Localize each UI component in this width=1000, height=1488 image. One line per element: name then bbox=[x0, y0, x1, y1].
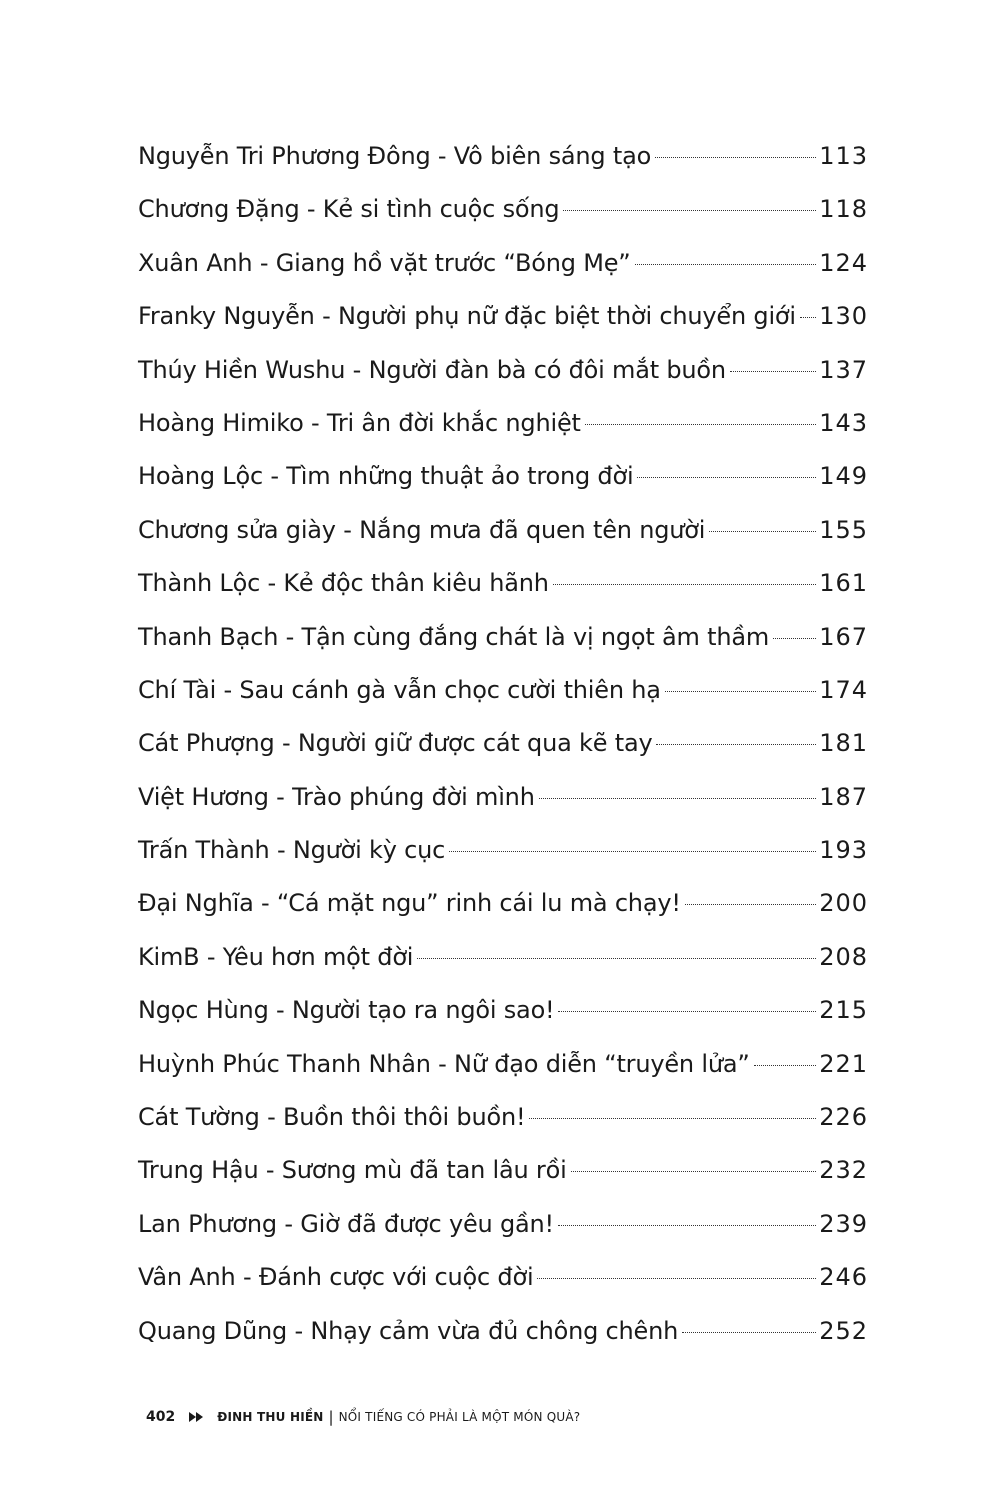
toc-entry bbox=[138, 1044, 868, 1097]
toc-entry-page-number: 221 bbox=[819, 1049, 868, 1078]
toc-entry-page-number: 130 bbox=[819, 302, 868, 331]
toc-entry bbox=[138, 189, 868, 242]
toc-entry-title: Nguyễn Tri Phương Đông - Vô biên sáng tạo bbox=[138, 142, 652, 170]
toc-dot-leader bbox=[656, 744, 816, 745]
toc-entry-page-number: 155 bbox=[819, 515, 868, 544]
toc-entry bbox=[138, 456, 868, 509]
toc-entry bbox=[138, 883, 868, 936]
toc-entry-title: Quang Dũng - Nhạy cảm vừa đủ chông chênh bbox=[138, 1316, 679, 1345]
toc-entry bbox=[138, 937, 868, 990]
toc-entry-page-number: 149 bbox=[819, 462, 868, 491]
toc-entry-page-number: 181 bbox=[819, 729, 868, 758]
toc-dot-leader bbox=[682, 1332, 816, 1333]
toc-entry-title: Thúy Hiền Wushu - Người đàn bà có đôi mắt buồn bbox=[138, 355, 726, 384]
toc-entry-page-number: 137 bbox=[819, 355, 868, 384]
footer-author: ĐINH THU HIỀN bbox=[217, 1410, 324, 1424]
toc-entry-page-number: 232 bbox=[819, 1156, 868, 1185]
toc-entry bbox=[138, 1204, 868, 1257]
toc-entry-page-number: 187 bbox=[819, 782, 868, 811]
toc-entry bbox=[138, 296, 868, 349]
toc-entry bbox=[138, 350, 868, 403]
toc-entry-page-number: 113 bbox=[819, 142, 868, 170]
toc-entry-page-number: 215 bbox=[819, 996, 868, 1025]
toc-dot-leader bbox=[585, 424, 816, 425]
toc-entry bbox=[138, 563, 868, 616]
footer-page-number: 402 bbox=[146, 1409, 176, 1425]
toc-entry bbox=[138, 403, 868, 456]
toc-entry bbox=[138, 1311, 868, 1364]
toc-dot-leader bbox=[773, 638, 816, 639]
toc-dot-leader bbox=[537, 1278, 816, 1279]
toc-entry-title: Vân Anh - Đánh cược với cuộc đời bbox=[138, 1263, 534, 1292]
toc-entry-page-number: 174 bbox=[819, 675, 868, 704]
toc-entry-page-number: 226 bbox=[819, 1103, 868, 1132]
toc-dot-leader bbox=[558, 1225, 816, 1226]
toc-entry bbox=[138, 136, 868, 189]
footer-separator: | bbox=[328, 1408, 334, 1426]
toc-entry bbox=[138, 777, 868, 830]
toc-dot-leader bbox=[558, 1011, 816, 1012]
table-of-contents bbox=[138, 136, 868, 1364]
toc-entry-page-number: 167 bbox=[819, 622, 868, 651]
toc-entry-title: Cát Tường - Buồn thôi thôi buồn! bbox=[138, 1103, 526, 1132]
footer-book-title: NỔI TIẾNG CÓ PHẢI LÀ MỘT MÓN QUÀ? bbox=[338, 1410, 581, 1424]
toc-entry-title: Franky Nguyễn - Người phụ nữ đặc biệt thời chuyển giới bbox=[138, 302, 796, 331]
toc-dot-leader bbox=[571, 1171, 817, 1172]
toc-entry-title: Hoàng Himiko - Tri ân đời khắc nghiệt bbox=[138, 408, 581, 437]
toc-dot-leader bbox=[665, 691, 816, 692]
double-arrow-icon bbox=[189, 1412, 203, 1422]
toc-dot-leader bbox=[635, 264, 817, 265]
toc-entry bbox=[138, 1150, 868, 1203]
toc-dot-leader bbox=[754, 1065, 817, 1066]
toc-entry-title: Trung Hậu - Sương mù đã tan lâu rồi bbox=[138, 1156, 567, 1185]
toc-entry-title: Cát Phượng - Người giữ được cát qua kẽ tay bbox=[138, 729, 653, 758]
toc-entry-title: Chí Tài - Sau cánh gà vẫn chọc cười thiên hạ bbox=[138, 675, 661, 704]
toc-dot-leader bbox=[730, 371, 816, 372]
toc-entry-title: Hoàng Lộc - Tìm những thuật ảo trong đời bbox=[138, 462, 634, 491]
toc-entry bbox=[138, 670, 868, 723]
toc-entry-title: Huỳnh Phúc Thanh Nhân - Nữ đạo diễn “truyền lửa” bbox=[138, 1049, 750, 1078]
toc-entry-page-number: 193 bbox=[819, 836, 868, 865]
toc-entry-title: Ngọc Hùng - Người tạo ra ngôi sao! bbox=[138, 996, 555, 1025]
toc-entry-page-number: 118 bbox=[819, 195, 868, 224]
toc-dot-leader bbox=[637, 477, 816, 478]
toc-dot-leader bbox=[449, 851, 816, 852]
toc-dot-leader bbox=[563, 210, 816, 211]
toc-entry-title: Thanh Bạch - Tận cùng đắng chát là vị ngọt âm thầm bbox=[138, 622, 770, 651]
toc-dot-leader bbox=[685, 904, 816, 905]
toc-entry bbox=[138, 1257, 868, 1310]
toc-entry-title: Chương Đặng - Kẻ si tình cuộc sống bbox=[138, 195, 560, 224]
toc-entry bbox=[138, 723, 868, 776]
toc-entry-title: Trấn Thành - Người kỳ cục bbox=[138, 836, 446, 865]
toc-entry-page-number: 239 bbox=[819, 1209, 868, 1238]
toc-dot-leader bbox=[539, 798, 816, 799]
toc-entry-page-number: 246 bbox=[819, 1263, 868, 1292]
toc-dot-leader bbox=[529, 1118, 816, 1119]
toc-entry-title: Việt Hương - Trào phúng đời mình bbox=[138, 782, 535, 811]
toc-entry-title: Chương sửa giày - Nắng mưa đã quen tên người bbox=[138, 515, 706, 544]
toc-entry bbox=[138, 617, 868, 670]
toc-dot-leader bbox=[655, 157, 816, 158]
toc-dot-leader bbox=[417, 958, 816, 959]
page-footer bbox=[146, 1408, 580, 1426]
toc-entry-title: Đại Nghĩa - “Cá mặt ngu” rinh cái lu mà chạy! bbox=[138, 889, 681, 918]
toc-entry bbox=[138, 830, 868, 883]
toc-entry bbox=[138, 243, 868, 296]
toc-entry-title: Thành Lộc - Kẻ độc thân kiêu hãnh bbox=[138, 569, 549, 598]
toc-entry-title: KimB - Yêu hơn một đời bbox=[138, 942, 414, 971]
toc-dot-leader bbox=[709, 531, 816, 532]
toc-entry-page-number: 143 bbox=[819, 408, 868, 437]
toc-entry-page-number: 124 bbox=[819, 248, 868, 277]
toc-entry-title: Lan Phương - Giờ đã được yêu gần! bbox=[138, 1209, 554, 1238]
toc-entry-page-number: 252 bbox=[819, 1316, 868, 1345]
toc-entry-page-number: 161 bbox=[819, 569, 868, 598]
toc-entry-page-number: 200 bbox=[819, 889, 868, 918]
toc-entry-page-number: 208 bbox=[819, 942, 868, 971]
toc-entry bbox=[138, 1097, 868, 1150]
toc-dot-leader bbox=[800, 317, 816, 318]
toc-dot-leader bbox=[553, 584, 816, 585]
toc-entry bbox=[138, 510, 868, 563]
toc-entry-title: Xuân Anh - Giang hồ vặt trước “Bóng Mẹ” bbox=[138, 248, 631, 277]
toc-entry bbox=[138, 990, 868, 1043]
